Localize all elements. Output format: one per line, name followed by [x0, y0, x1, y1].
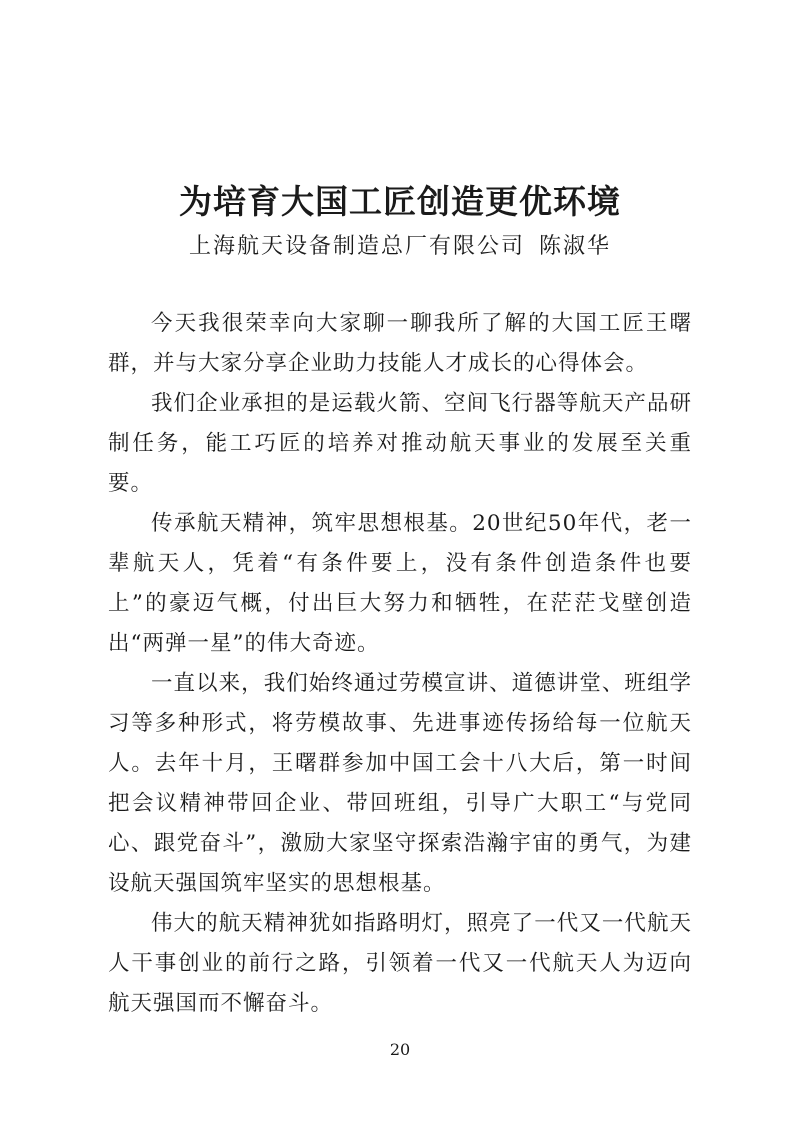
article-body	[108, 304, 692, 1024]
paragraph-5: 伟大的航天精神犹如指路明灯，照亮了一代又一代航天人干事创业的前行之路，引领着一代又一代航天人为迈向航天强国而不懈奋斗。	[108, 911, 692, 1016]
paragraph-2: 我们企业承担的是运载火箭、空间飞行器等航天产品研制任务，能工巧匠的培养对推动航天事业的发展至关重要。	[108, 391, 692, 496]
page-number: 20	[389, 1040, 411, 1059]
byline-author: 陈淑华	[539, 234, 612, 259]
byline	[0, 232, 800, 262]
paragraph-3: 传承航天精神，筑牢思想根基。20世纪50年代，老一辈航天人，凭着“有条件要上，没有条件创造条件也要上”的豪迈气概，付出巨大努力和牺牲，在茫茫戈壁创造出“两弹一星”的伟大奇迹。	[108, 511, 692, 656]
paragraph-4: 一直以来，我们始终通过劳模宣讲、道德讲堂、班组学习等多种形式，将劳模故事、先进事迹传扬给每一位航天人。去年十月，王曙群参加中国工会十八大后，第一时间把会议精神带回企业、带回班组，引导广大职工“与党同心、跟党奋斗”，激励大家坚守探索浩瀚宇宙的勇气，为建设航天强国筑牢坚实的思想根基。	[108, 671, 692, 896]
byline-organization: 上海航天设备制造总厂有限公司	[188, 234, 525, 259]
page-title: 为培育大国工匠创造更优环境	[179, 182, 621, 221]
paragraph-1: 今天我很荣幸向大家聊一聊我所了解的大国工匠王曙群，并与大家分享企业助力技能人才成长的心得体会。	[108, 311, 692, 376]
